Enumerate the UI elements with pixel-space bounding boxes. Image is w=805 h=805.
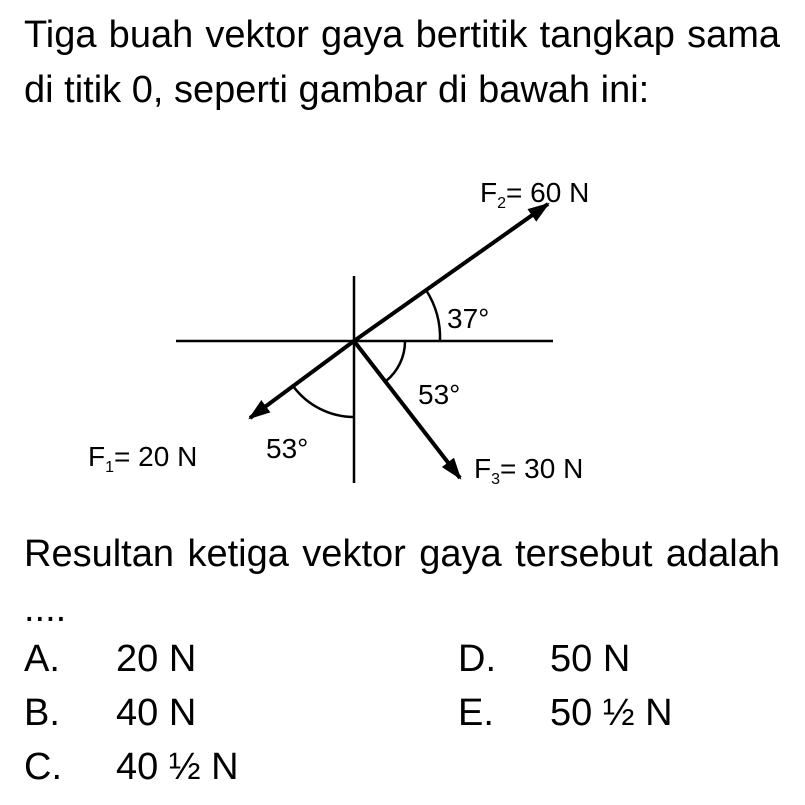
question-text: Tiga buah vektor gaya bertitik tangkap sama di titik 0, seperti gambar di bawah ini: (24, 14, 780, 111)
option-a[interactable] (24, 636, 196, 682)
angle-label-f3: 53° (418, 379, 461, 410)
vector-f1 (250, 341, 354, 418)
option-letter: A. (24, 638, 60, 680)
option-b[interactable] (24, 690, 196, 736)
option-letter: B. (24, 692, 60, 734)
angle-arc-f2 (426, 290, 440, 341)
option-letter: D. (458, 638, 496, 680)
option-e[interactable] (458, 690, 673, 736)
option-value: 20 N (116, 638, 197, 680)
angle-label-f2: 37° (447, 303, 490, 334)
option-value: 40 N (116, 692, 197, 734)
option-d[interactable] (458, 636, 630, 682)
option-value: 50 N (550, 638, 631, 680)
option-letter: E. (458, 692, 494, 734)
option-value: 40 ½ N (116, 746, 239, 788)
option-letter: C. (24, 746, 62, 788)
label-f1: $F_1= 20$ N (88, 441, 198, 476)
option-value: 50 ½ N (550, 692, 673, 734)
angle-arc-f3 (386, 341, 405, 381)
prompt-text: Resultan ketiga vektor gaya tersebut adalah .... (24, 533, 780, 630)
option-c[interactable] (24, 744, 239, 790)
label-f2: $F_2= 60$ N (480, 177, 590, 212)
angle-label-f1: 53° (266, 433, 309, 464)
label-f3: $F_3= 30$ N (474, 453, 584, 488)
angle-arc-f1 (293, 386, 354, 417)
